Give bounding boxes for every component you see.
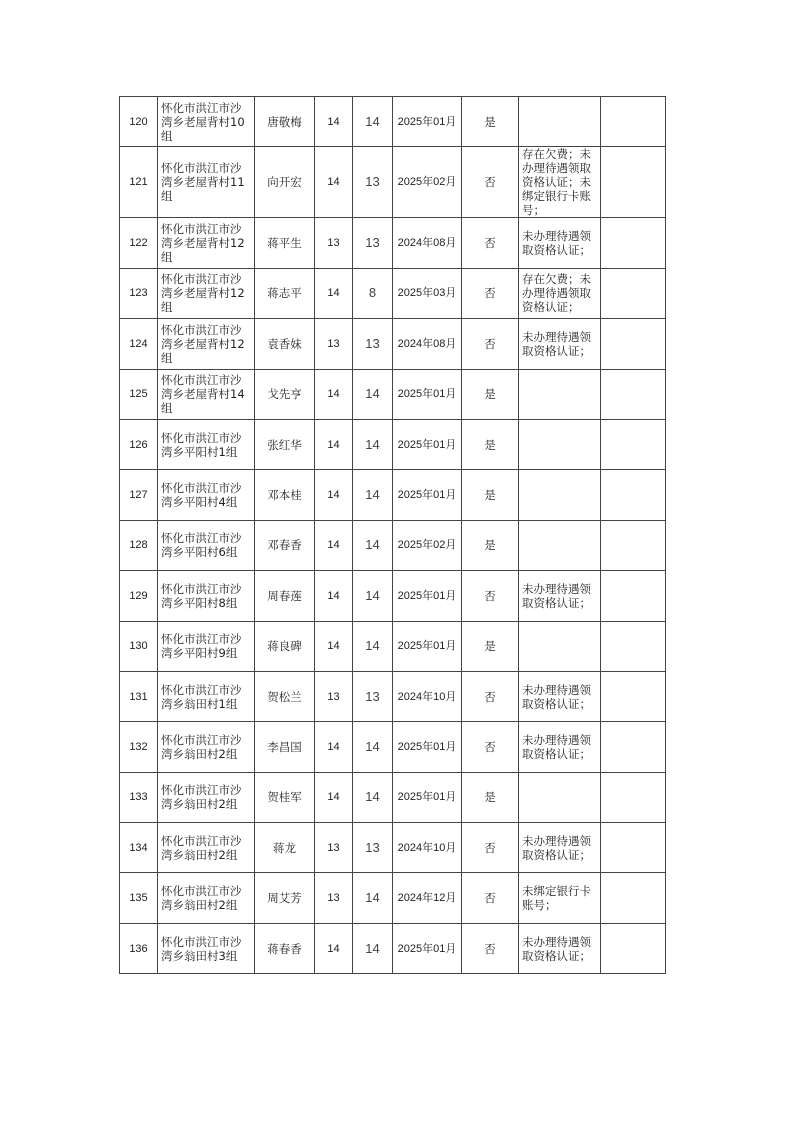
cell-value-b: 13 bbox=[353, 147, 393, 218]
cell-extra bbox=[601, 671, 666, 721]
cell-extra bbox=[601, 319, 666, 369]
cell-person-name: 邓本桂 bbox=[255, 470, 315, 520]
cell-address: 怀化市洪江市沙湾乡老屋背村10组 bbox=[158, 97, 255, 147]
cell-note bbox=[519, 97, 601, 147]
cell-status: 否 bbox=[462, 268, 519, 318]
cell-status: 是 bbox=[462, 520, 519, 570]
cell-status: 是 bbox=[462, 772, 519, 822]
cell-row-number: 133 bbox=[120, 772, 158, 822]
cell-value-b: 13 bbox=[353, 218, 393, 268]
cell-month: 2024年10月 bbox=[393, 671, 462, 721]
cell-row-number: 131 bbox=[120, 671, 158, 721]
table-row bbox=[120, 470, 666, 520]
table-row bbox=[120, 923, 666, 973]
table-row bbox=[120, 621, 666, 671]
table-row bbox=[120, 369, 666, 419]
cell-row-number: 121 bbox=[120, 147, 158, 218]
cell-month: 2025年01月 bbox=[393, 97, 462, 147]
cell-value-a: 14 bbox=[315, 419, 353, 469]
cell-month: 2024年08月 bbox=[393, 319, 462, 369]
cell-person-name: 李昌国 bbox=[255, 722, 315, 772]
cell-row-number: 128 bbox=[120, 520, 158, 570]
cell-address: 怀化市洪江市沙湾乡翁田村2组 bbox=[158, 823, 255, 873]
table-row bbox=[120, 147, 666, 218]
cell-value-b: 14 bbox=[353, 470, 393, 520]
cell-value-a: 14 bbox=[315, 268, 353, 318]
cell-address: 怀化市洪江市沙湾乡平阳村8组 bbox=[158, 571, 255, 621]
cell-row-number: 124 bbox=[120, 319, 158, 369]
cell-person-name: 蒋春香 bbox=[255, 923, 315, 973]
cell-address: 怀化市洪江市沙湾乡翁田村1组 bbox=[158, 671, 255, 721]
cell-month: 2025年01月 bbox=[393, 470, 462, 520]
cell-extra bbox=[601, 772, 666, 822]
cell-value-a: 14 bbox=[315, 772, 353, 822]
cell-status: 否 bbox=[462, 319, 519, 369]
cell-row-number: 120 bbox=[120, 97, 158, 147]
cell-month: 2025年03月 bbox=[393, 268, 462, 318]
cell-value-a: 14 bbox=[315, 520, 353, 570]
cell-address: 怀化市洪江市沙湾乡翁田村2组 bbox=[158, 772, 255, 822]
table-row bbox=[120, 419, 666, 469]
cell-value-a: 13 bbox=[315, 873, 353, 923]
cell-note bbox=[519, 772, 601, 822]
cell-month: 2024年12月 bbox=[393, 873, 462, 923]
table-row bbox=[120, 520, 666, 570]
cell-note: 未绑定银行卡账号； bbox=[519, 873, 601, 923]
table-row bbox=[120, 268, 666, 318]
cell-row-number: 135 bbox=[120, 873, 158, 923]
cell-note: 存在欠费；未办理待遇领取资格认证； bbox=[519, 268, 601, 318]
cell-row-number: 123 bbox=[120, 268, 158, 318]
cell-row-number: 122 bbox=[120, 218, 158, 268]
cell-note: 未办理待遇领取资格认证； bbox=[519, 571, 601, 621]
cell-person-name: 袁香妹 bbox=[255, 319, 315, 369]
cell-person-name: 蒋平生 bbox=[255, 218, 315, 268]
cell-extra bbox=[601, 419, 666, 469]
cell-person-name: 贺松兰 bbox=[255, 671, 315, 721]
cell-extra bbox=[601, 268, 666, 318]
cell-status: 是 bbox=[462, 621, 519, 671]
table-row bbox=[120, 319, 666, 369]
cell-person-name: 蒋龙 bbox=[255, 823, 315, 873]
cell-value-b: 14 bbox=[353, 520, 393, 570]
cell-extra bbox=[601, 823, 666, 873]
cell-value-b: 14 bbox=[353, 772, 393, 822]
cell-note: 未办理待遇领取资格认证； bbox=[519, 923, 601, 973]
cell-value-a: 13 bbox=[315, 218, 353, 268]
cell-row-number: 130 bbox=[120, 621, 158, 671]
cell-status: 否 bbox=[462, 218, 519, 268]
cell-value-a: 14 bbox=[315, 369, 353, 419]
cell-extra bbox=[601, 470, 666, 520]
cell-address: 怀化市洪江市沙湾乡老屋背村12组 bbox=[158, 319, 255, 369]
cell-month: 2025年01月 bbox=[393, 621, 462, 671]
cell-person-name: 邓春香 bbox=[255, 520, 315, 570]
table-row bbox=[120, 823, 666, 873]
cell-value-a: 14 bbox=[315, 571, 353, 621]
cell-note: 未办理待遇领取资格认证； bbox=[519, 671, 601, 721]
cell-row-number: 125 bbox=[120, 369, 158, 419]
cell-month: 2025年01月 bbox=[393, 722, 462, 772]
cell-person-name: 张红华 bbox=[255, 419, 315, 469]
cell-value-b: 13 bbox=[353, 823, 393, 873]
table-row bbox=[120, 218, 666, 268]
cell-address: 怀化市洪江市沙湾乡老屋背村14组 bbox=[158, 369, 255, 419]
cell-extra bbox=[601, 923, 666, 973]
cell-month: 2024年08月 bbox=[393, 218, 462, 268]
cell-status: 是 bbox=[462, 419, 519, 469]
cell-extra bbox=[601, 571, 666, 621]
cell-month: 2025年01月 bbox=[393, 369, 462, 419]
cell-address: 怀化市洪江市沙湾乡平阳村6组 bbox=[158, 520, 255, 570]
cell-status: 否 bbox=[462, 873, 519, 923]
cell-value-b: 14 bbox=[353, 419, 393, 469]
cell-address: 怀化市洪江市沙湾乡翁田村2组 bbox=[158, 873, 255, 923]
cell-value-a: 13 bbox=[315, 823, 353, 873]
cell-status: 否 bbox=[462, 671, 519, 721]
cell-value-a: 14 bbox=[315, 722, 353, 772]
cell-address: 怀化市洪江市沙湾乡老屋背村12组 bbox=[158, 268, 255, 318]
cell-value-b: 14 bbox=[353, 873, 393, 923]
cell-extra bbox=[601, 520, 666, 570]
cell-row-number: 132 bbox=[120, 722, 158, 772]
cell-value-b: 14 bbox=[353, 97, 393, 147]
cell-extra bbox=[601, 621, 666, 671]
cell-address: 怀化市洪江市沙湾乡老屋背村11组 bbox=[158, 147, 255, 218]
cell-value-b: 8 bbox=[353, 268, 393, 318]
cell-note bbox=[519, 470, 601, 520]
cell-extra bbox=[601, 873, 666, 923]
table-body bbox=[120, 97, 666, 974]
cell-extra bbox=[601, 218, 666, 268]
cell-extra bbox=[601, 722, 666, 772]
cell-person-name: 向开宏 bbox=[255, 147, 315, 218]
cell-note bbox=[519, 369, 601, 419]
cell-person-name: 唐敬梅 bbox=[255, 97, 315, 147]
record-table-container bbox=[119, 96, 665, 974]
table-row bbox=[120, 571, 666, 621]
cell-row-number: 129 bbox=[120, 571, 158, 621]
cell-note: 未办理待遇领取资格认证； bbox=[519, 823, 601, 873]
cell-value-b: 13 bbox=[353, 319, 393, 369]
record-table bbox=[119, 96, 666, 974]
table-row bbox=[120, 97, 666, 147]
cell-month: 2024年10月 bbox=[393, 823, 462, 873]
table-row bbox=[120, 873, 666, 923]
cell-month: 2025年01月 bbox=[393, 419, 462, 469]
cell-note bbox=[519, 419, 601, 469]
cell-status: 否 bbox=[462, 823, 519, 873]
cell-extra bbox=[601, 147, 666, 218]
cell-row-number: 136 bbox=[120, 923, 158, 973]
cell-status: 否 bbox=[462, 571, 519, 621]
cell-person-name: 周春莲 bbox=[255, 571, 315, 621]
cell-row-number: 134 bbox=[120, 823, 158, 873]
cell-month: 2025年02月 bbox=[393, 147, 462, 218]
cell-month: 2025年02月 bbox=[393, 520, 462, 570]
cell-note bbox=[519, 520, 601, 570]
table-row bbox=[120, 671, 666, 721]
cell-month: 2025年01月 bbox=[393, 571, 462, 621]
cell-note: 未办理待遇领取资格认证； bbox=[519, 319, 601, 369]
cell-address: 怀化市洪江市沙湾乡翁田村3组 bbox=[158, 923, 255, 973]
cell-address: 怀化市洪江市沙湾乡平阳村1组 bbox=[158, 419, 255, 469]
cell-status: 否 bbox=[462, 923, 519, 973]
cell-extra bbox=[601, 97, 666, 147]
cell-person-name: 戈先亨 bbox=[255, 369, 315, 419]
cell-address: 怀化市洪江市沙湾乡翁田村2组 bbox=[158, 722, 255, 772]
cell-extra bbox=[601, 369, 666, 419]
cell-row-number: 127 bbox=[120, 470, 158, 520]
cell-status: 是 bbox=[462, 470, 519, 520]
cell-value-a: 13 bbox=[315, 671, 353, 721]
cell-value-a: 13 bbox=[315, 319, 353, 369]
cell-status: 是 bbox=[462, 369, 519, 419]
cell-address: 怀化市洪江市沙湾乡老屋背村12组 bbox=[158, 218, 255, 268]
cell-status: 是 bbox=[462, 97, 519, 147]
table-row bbox=[120, 772, 666, 822]
cell-value-a: 14 bbox=[315, 97, 353, 147]
cell-value-b: 14 bbox=[353, 571, 393, 621]
cell-value-b: 14 bbox=[353, 923, 393, 973]
cell-person-name: 贺桂军 bbox=[255, 772, 315, 822]
cell-value-b: 14 bbox=[353, 722, 393, 772]
cell-value-b: 13 bbox=[353, 671, 393, 721]
cell-person-name: 蒋志平 bbox=[255, 268, 315, 318]
cell-address: 怀化市洪江市沙湾乡平阳村4组 bbox=[158, 470, 255, 520]
cell-value-a: 14 bbox=[315, 621, 353, 671]
cell-note: 未办理待遇领取资格认证； bbox=[519, 722, 601, 772]
cell-month: 2025年01月 bbox=[393, 923, 462, 973]
cell-value-a: 14 bbox=[315, 147, 353, 218]
cell-person-name: 周艾芳 bbox=[255, 873, 315, 923]
cell-value-b: 14 bbox=[353, 369, 393, 419]
cell-note bbox=[519, 621, 601, 671]
cell-status: 否 bbox=[462, 722, 519, 772]
cell-value-b: 14 bbox=[353, 621, 393, 671]
cell-person-name: 蒋良碑 bbox=[255, 621, 315, 671]
cell-month: 2025年01月 bbox=[393, 772, 462, 822]
cell-row-number: 126 bbox=[120, 419, 158, 469]
cell-value-a: 14 bbox=[315, 470, 353, 520]
cell-note: 未办理待遇领取资格认证； bbox=[519, 218, 601, 268]
cell-status: 否 bbox=[462, 147, 519, 218]
cell-value-a: 14 bbox=[315, 923, 353, 973]
cell-note: 存在欠费；未办理待遇领取资格认证；未绑定银行卡账号； bbox=[519, 147, 601, 218]
table-row bbox=[120, 722, 666, 772]
cell-address: 怀化市洪江市沙湾乡平阳村9组 bbox=[158, 621, 255, 671]
